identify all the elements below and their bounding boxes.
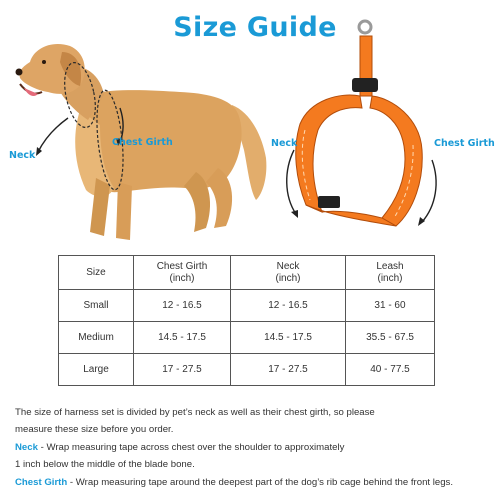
header-neck-label: Neck: [276, 260, 300, 272]
header-size: [59, 256, 134, 290]
header-neck-unit: (inch): [275, 272, 301, 284]
table-row: [59, 290, 435, 322]
table-cell: 14.5 - 17.5: [231, 322, 346, 354]
intro-line-2: measure these size before you order.: [15, 424, 174, 436]
neck-instruction-text: - Wrap measuring tape across chest over the shoulder to approximately: [37, 441, 345, 453]
table-cell: 35.5 - 67.5: [346, 322, 435, 354]
header-leash-unit: (inch): [377, 272, 403, 284]
intro-line-1: The size of harness set is divided by pet’s neck as well as their chest girth, so please: [15, 407, 375, 418]
harness-chest-girth-label: Chest Girth: [434, 138, 495, 149]
neck-keyword: Neck: [15, 441, 38, 453]
dog-neck-label: Neck: [9, 150, 36, 161]
chest-instruction-line-1: [15, 474, 500, 491]
harness-illustration: [287, 21, 436, 226]
page-title: Size Guide: [173, 12, 337, 43]
table-cell: 17 - 27.5: [231, 354, 346, 386]
table-cell: 12 - 16.5: [231, 290, 346, 322]
table-cell: 31 - 60: [346, 290, 435, 322]
measurement-instructions: [15, 404, 500, 491]
table-cell: 17 - 27.5: [134, 354, 231, 386]
table-row: [59, 354, 435, 386]
header-leash: [346, 256, 435, 290]
table-row: [59, 322, 435, 354]
table-cell: Medium: [59, 322, 134, 354]
table-cell: Small: [59, 290, 134, 322]
neck-instruction-line-2: 1 inch below the middle of the blade bone.: [15, 459, 195, 471]
header-chest-girth: [134, 256, 231, 290]
table-cell: Large: [59, 354, 134, 386]
header-chest-girth-unit: (inch): [169, 272, 195, 284]
harness-neck-label: Neck: [271, 138, 298, 149]
table-cell: 14.5 - 17.5: [134, 322, 231, 354]
neck-instruction-line-1: [15, 439, 500, 456]
table-header-row: [59, 256, 435, 290]
chest-girth-keyword: Chest Girth: [15, 476, 68, 488]
table-cell: 12 - 16.5: [134, 290, 231, 322]
size-table: [58, 255, 435, 386]
chest-instruction-text: - Wrap measuring tape around the deepest part of the dog’s rib cage behind the front legs.: [67, 476, 454, 488]
table-cell: 40 - 77.5: [346, 354, 435, 386]
header-neck: [231, 256, 346, 290]
header-leash-label: Leash: [376, 260, 404, 272]
dog-chest-girth-label: Chest Girth: [112, 137, 173, 148]
header-size-label: Size: [86, 266, 106, 278]
header-chest-girth-label: Chest Girth: [156, 260, 208, 272]
